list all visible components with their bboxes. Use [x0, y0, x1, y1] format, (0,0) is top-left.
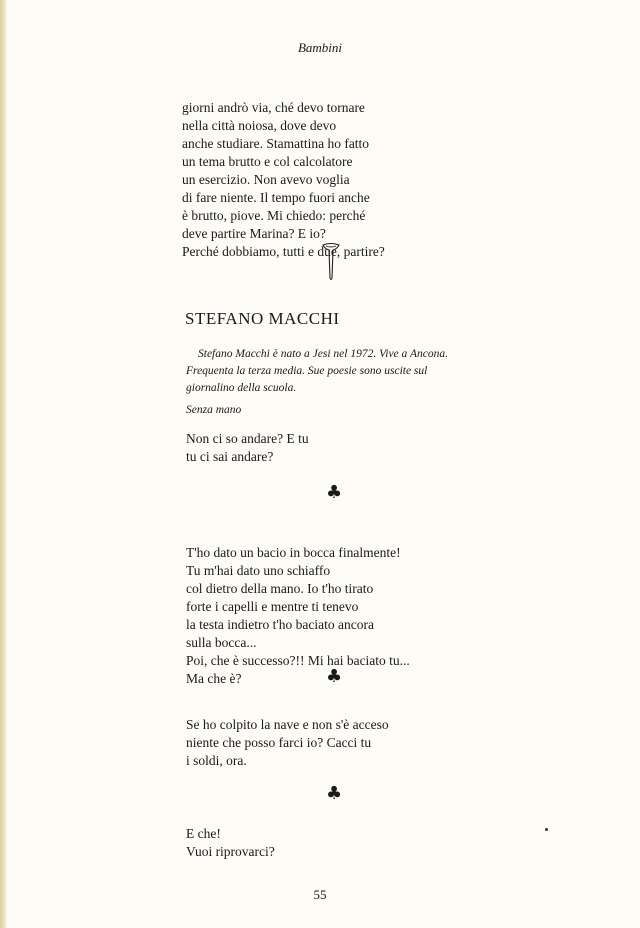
verse-line: è brutto, piove. Mi chiedo: perché — [182, 208, 366, 223]
verse-line: Se ho colpito la nave e non s'è acceso — [186, 717, 389, 732]
page-number: 55 — [313, 887, 327, 902]
page-edge — [0, 0, 6, 928]
verse-line: i soldi, ora. — [186, 753, 247, 768]
verse-line: T'ho dato un bacio in bocca finalmente! — [186, 545, 401, 560]
verse-line: giorni andrò via, ché devo tornare — [182, 100, 365, 115]
verse-line: forte i capelli e mentre ti tenevo — [186, 599, 359, 614]
verse-line: un esercizio. Non avevo voglia — [182, 172, 350, 187]
verse-line: la testa indietro t'ho baciato ancora — [186, 617, 374, 632]
author-heading: STEFANO MACCHI — [185, 309, 340, 328]
running-header: Bambini — [297, 40, 343, 55]
verse-line: Tu m'hai dato uno schiaffo — [186, 563, 331, 578]
stray-mark — [545, 828, 548, 831]
verse-line: col dietro della mano. Io t'ho tirato — [186, 581, 374, 596]
verse-line: sulla bocca... — [186, 635, 257, 650]
verse-line: deve partire Marina? E io? — [182, 226, 326, 241]
verse-line: Vuoi riprovarci? — [186, 844, 275, 859]
section-ornament-icon — [319, 242, 343, 282]
author-bio-text: Stefano Macchi è nato a Jesi nel 1972. Vive a Ancona. Frequenta la terza media. Sue poesie sono uscite sul giornalino della scuola. — [186, 348, 448, 394]
stanza-4 — [186, 716, 389, 770]
author-bio — [186, 346, 468, 397]
stanza-5 — [186, 825, 275, 861]
clover-icon: ♣ — [326, 666, 343, 687]
stanza-2 — [186, 430, 309, 466]
verse-line: Ma che è? — [186, 671, 242, 686]
verse-line: Poi, che è successo?!! Mi hai baciato tu... — [186, 653, 410, 668]
verse-line: nella città noiosa, dove devo — [182, 118, 337, 133]
clover-icon: ♣ — [326, 482, 343, 503]
stanza-top — [182, 99, 385, 261]
verse-line: E che! — [186, 826, 221, 841]
verse-line: Non ci so andare? E tu — [186, 431, 309, 446]
clover-icon: ♣ — [326, 783, 343, 804]
verse-line: tu ci sai andare? — [186, 449, 274, 464]
verse-line: anche studiare. Stamattina ho fatto — [182, 136, 370, 151]
verse-line: un tema brutto e col calcolatore — [182, 154, 353, 169]
verse-line: di fare niente. Il tempo fuori anche — [182, 190, 370, 205]
verse-line: Perché dobbiamo, tutti e due, partire? — [182, 244, 385, 259]
poem-title: Senza mano — [186, 404, 242, 416]
stanza-3 — [186, 544, 410, 688]
verse-line: niente che posso farci io? Cacci tu — [186, 735, 372, 750]
